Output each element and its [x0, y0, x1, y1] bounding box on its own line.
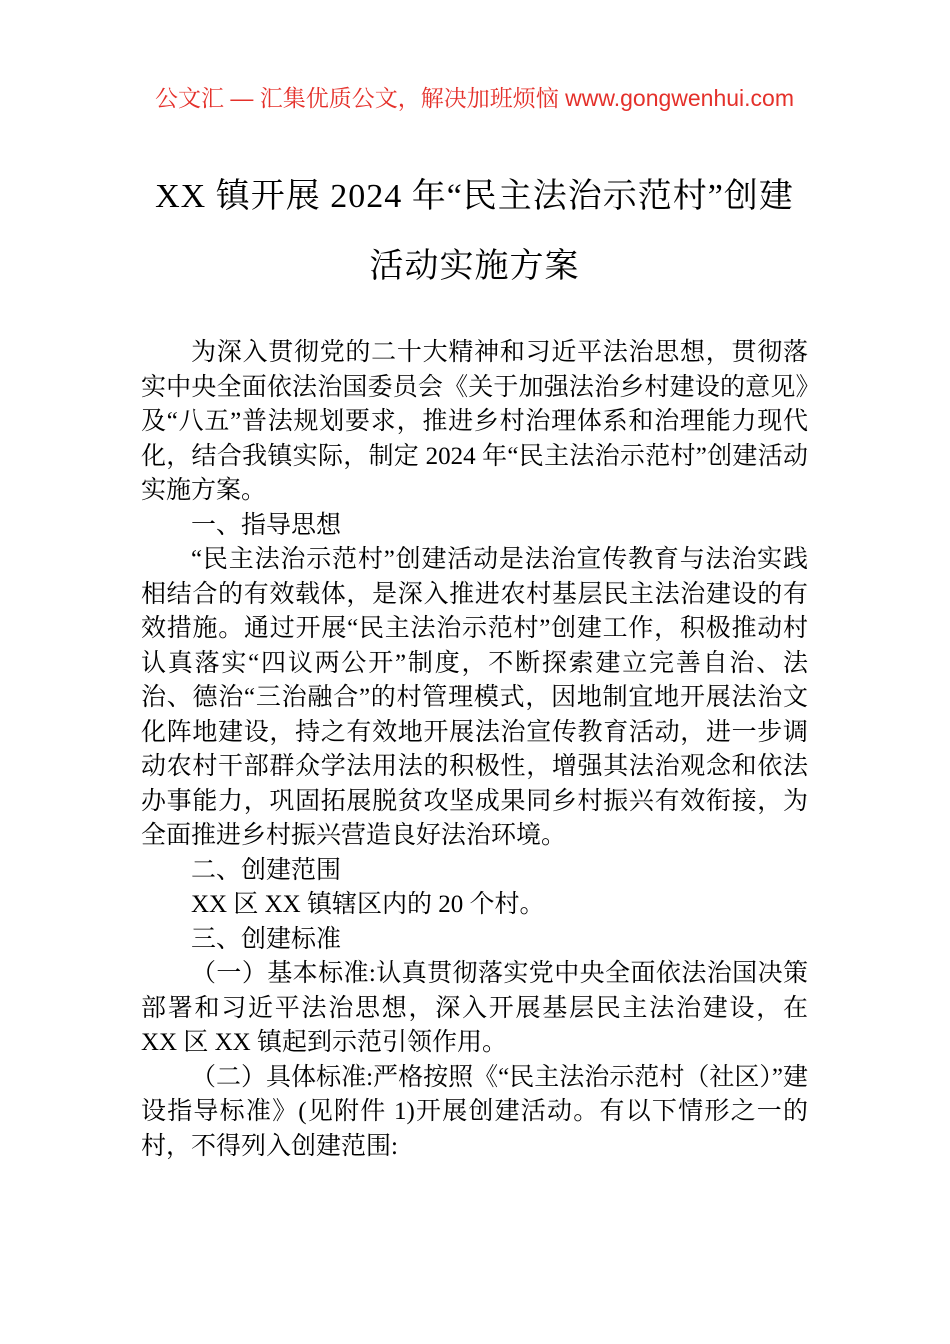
section-heading-creation-standards: 三、创建标准: [191, 925, 342, 953]
specific-standards-paragraph: （二）具体标准:严格按照《“民主法治示范村（社区）”建设指导标准》(见附件 1)开展创建活动。有以下情形之一的村，不得列入创建范围:: [141, 1063, 808, 1160]
basic-standards-paragraph: （一）基本标准:认真贯彻落实党中央全面依法治国决策部署和习近平法治思想，深入开展基层民主法治建设，在 XX 区 XX 镇起到示范引领作用。: [141, 960, 808, 1056]
creation-scope-paragraph: XX 区 XX 镇辖区内的 20 个村。: [191, 891, 545, 918]
watermark-banner: 公文汇 — 汇集优质公文，解决加班烦恼 www.gongwenhui.com: [154, 85, 794, 111]
section-heading-guiding-ideology: 一、指导思想: [191, 511, 342, 539]
section-heading-creation-scope: 二、创建范围: [191, 856, 342, 884]
document-title: XX 镇开展 2024 年“民主法治示范村”创建活动实施方案: [155, 178, 794, 285]
guiding-ideology-paragraph: “民主法治示范村”创建活动是法治宣传教育与法治实践相结合的有效载体，是深入推进农村基层民主法治建设的有效措施。通过开展“民主法治示范村”创建工作，积极推动村认真落实“四议两公开”制度，不断探索建立完善自治、法治、德治“三治融合”的村管理模式，因地制宜地开展法治文化阵地建设，持之有效地开展法治宣传教育活动，进一步调动农村干部群众学法用法的积极性，增强其法治观念和依法办事能力，巩固拓展脱贫攻坚成果同乡村振兴有效衔接，为全面推进乡村振兴营造良好法治环境。: [141, 546, 808, 849]
document-body: [141, 336, 808, 1164]
intro-paragraph: 为深入贯彻党的二十大精神和习近平法治思想，贯彻落实中央全面依法治国委员会《关于加强法治乡村建设的意见》及“八五”普法规划要求，推进乡村治理体系和治理能力现代化，结合我镇实际，制定 2024 年“民主法治示范村”创建活动实施方案。: [141, 339, 808, 504]
